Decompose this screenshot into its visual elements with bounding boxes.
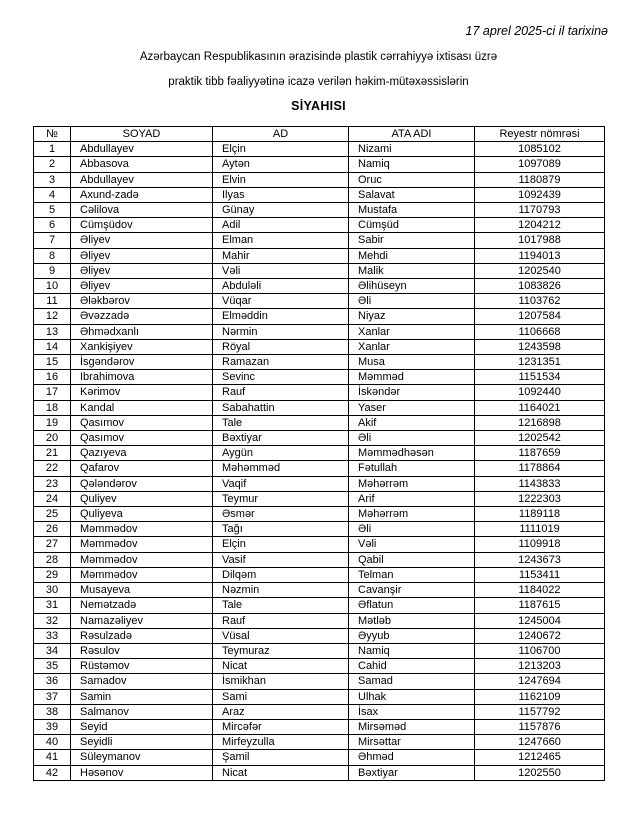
table-cell: Fətullah [349, 461, 475, 476]
table-cell: Cümşüdov [71, 218, 213, 233]
table-cell: Qabil [349, 552, 475, 567]
table-cell: Niyaz [349, 309, 475, 324]
table-cell: 28 [34, 552, 71, 567]
table-cell: 24 [34, 491, 71, 506]
table-cell: Dilqəm [213, 567, 349, 582]
table-cell: Mahir [213, 248, 349, 263]
table-cell: Xanlar [349, 324, 475, 339]
table-row [34, 400, 605, 415]
table-cell: 1143833 [475, 476, 605, 491]
table-row [34, 355, 605, 370]
table-cell: 1111019 [475, 522, 605, 537]
table-cell: Bəxtiyar [349, 765, 475, 780]
table-cell: Günay [213, 203, 349, 218]
table-cell: Qasımov [71, 431, 213, 446]
table-cell: Mustafa [349, 203, 475, 218]
table-row [34, 765, 605, 780]
table-cell: Məmmədov [71, 522, 213, 537]
table-cell: Abdullayev [71, 172, 213, 187]
table-row [34, 643, 605, 658]
table-row [34, 750, 605, 765]
table-cell: Həsənov [71, 765, 213, 780]
table-cell: 23 [34, 476, 71, 491]
table-cell: Xankişiyev [71, 339, 213, 354]
table-cell: 19 [34, 415, 71, 430]
table-cell: 1164021 [475, 400, 605, 415]
table-cell: Vasif [213, 552, 349, 567]
table-header-cell: ATA ADI [349, 127, 475, 142]
table-cell: İsmikhan [213, 674, 349, 689]
table-cell: 11 [34, 294, 71, 309]
table-cell: Məhəmməd [213, 461, 349, 476]
table-cell: 27 [34, 537, 71, 552]
table-cell: Abduləli [213, 279, 349, 294]
table-row [34, 567, 605, 582]
table-row [34, 704, 605, 719]
table-row [34, 415, 605, 430]
table-cell: 1151534 [475, 370, 605, 385]
table-cell: 29 [34, 567, 71, 582]
table-cell: 1083826 [475, 279, 605, 294]
table-cell: 1178864 [475, 461, 605, 476]
table-cell: Akif [349, 415, 475, 430]
table-row [34, 431, 605, 446]
table-cell: Kərimov [71, 385, 213, 400]
table-cell: Namiq [349, 643, 475, 658]
document-title-line-2: praktik tibb fəaliyyətinə icazə verilən həkim-mütəxəssislərin [168, 76, 469, 88]
table-cell: Musa [349, 355, 475, 370]
table-row [34, 583, 605, 598]
registry-table [33, 126, 605, 781]
table-cell: 1162109 [475, 689, 605, 704]
table-cell: 1170793 [475, 203, 605, 218]
table-cell: 35 [34, 659, 71, 674]
table-cell: Mətləb [349, 613, 475, 628]
table-cell: 20 [34, 431, 71, 446]
table-cell: Rüstəmov [71, 659, 213, 674]
table-cell: Cəlilova [71, 203, 213, 218]
table-cell: 1 [34, 142, 71, 157]
table-row [34, 370, 605, 385]
table-cell: 1212465 [475, 750, 605, 765]
table-cell: 1187659 [475, 446, 605, 461]
table-cell: 1231351 [475, 355, 605, 370]
table-cell: Nərmin [213, 324, 349, 339]
table-cell: Arif [349, 491, 475, 506]
table-cell: 9 [34, 263, 71, 278]
table-cell: Mirfeyzulla [213, 735, 349, 750]
table-cell: Seyid [71, 719, 213, 734]
table-cell: 1202540 [475, 263, 605, 278]
table-cell: Əliyev [71, 233, 213, 248]
table-row [34, 385, 605, 400]
table-cell: Seyidli [71, 735, 213, 750]
table-cell: 1157876 [475, 719, 605, 734]
table-cell: 3 [34, 172, 71, 187]
table-cell: 1085102 [475, 142, 605, 157]
table-cell: Mircəfər [213, 719, 349, 734]
table-cell: Qafarov [71, 461, 213, 476]
table-cell: Aygün [213, 446, 349, 461]
table-row [34, 552, 605, 567]
table-cell: Röyal [213, 339, 349, 354]
table-row [34, 294, 605, 309]
table-header-cell: № [34, 127, 71, 142]
table-cell: 1106668 [475, 324, 605, 339]
table-row [34, 507, 605, 522]
table-row [34, 689, 605, 704]
table-cell: Abdullayev [71, 142, 213, 157]
table-cell: Ələkbərov [71, 294, 213, 309]
table-row [34, 598, 605, 613]
table-cell: Elman [213, 233, 349, 248]
table-cell: Qasımov [71, 415, 213, 430]
table-cell: 1202542 [475, 431, 605, 446]
table-cell: Aytən [213, 157, 349, 172]
table-cell: Sevinc [213, 370, 349, 385]
table-cell: 16 [34, 370, 71, 385]
date-line: 17 aprel 2025-ci il tarixinə [465, 24, 608, 38]
table-row [34, 476, 605, 491]
table-cell: Samad [349, 674, 475, 689]
table-row [34, 674, 605, 689]
table-row [34, 263, 605, 278]
table-cell: 1243673 [475, 552, 605, 567]
table-cell: Əvəzzadə [71, 309, 213, 324]
table-cell: 1017988 [475, 233, 605, 248]
table-cell: 1202550 [475, 765, 605, 780]
table-cell: Mirsəttar [349, 735, 475, 750]
table-cell: Quliyeva [71, 507, 213, 522]
table-row [34, 187, 605, 202]
table-row [34, 157, 605, 172]
table-cell: Şamil [213, 750, 349, 765]
table-cell: 31 [34, 598, 71, 613]
table-cell: 4 [34, 187, 71, 202]
table-cell: Musayeva [71, 583, 213, 598]
table-cell: Salavat [349, 187, 475, 202]
table-row [34, 279, 605, 294]
table-cell: Elvin [213, 172, 349, 187]
table-cell: 1207584 [475, 309, 605, 324]
table-cell: 17 [34, 385, 71, 400]
table-cell: Kandal [71, 400, 213, 415]
table-row [34, 522, 605, 537]
table-cell: 1184022 [475, 583, 605, 598]
table-cell: 1216898 [475, 415, 605, 430]
table-cell: 36 [34, 674, 71, 689]
table-cell: Adil [213, 218, 349, 233]
table-cell: Əhmədxanlı [71, 324, 213, 339]
table-cell: Namazəliyev [71, 613, 213, 628]
table-header-row [34, 127, 605, 142]
table-cell: Əliyev [71, 248, 213, 263]
table-cell: Əli [349, 294, 475, 309]
table-cell: 1240672 [475, 628, 605, 643]
table-cell: 1109918 [475, 537, 605, 552]
table-cell: 41 [34, 750, 71, 765]
table-cell: 1187615 [475, 598, 605, 613]
table-row [34, 324, 605, 339]
table-row [34, 735, 605, 750]
table-cell: Malik [349, 263, 475, 278]
table-cell: 38 [34, 704, 71, 719]
table-cell: Əli [349, 431, 475, 446]
table-cell: Xanlar [349, 339, 475, 354]
table-cell: Teymuraz [213, 643, 349, 658]
table-cell: Məmmədov [71, 567, 213, 582]
table-cell: Qələndərov [71, 476, 213, 491]
table-row [34, 491, 605, 506]
table-cell: Məhərrəm [349, 507, 475, 522]
table-cell: 21 [34, 446, 71, 461]
table-cell: 1222303 [475, 491, 605, 506]
table-header-cell: SOYAD [71, 127, 213, 142]
table-cell: Yaser [349, 400, 475, 415]
table-cell: Samin [71, 689, 213, 704]
table-cell: 40 [34, 735, 71, 750]
table-cell: 1157792 [475, 704, 605, 719]
table-cell: 33 [34, 628, 71, 643]
table-cell: 7 [34, 233, 71, 248]
table-cell: Telman [349, 567, 475, 582]
table-cell: Nemətzadə [71, 598, 213, 613]
table-row [34, 659, 605, 674]
table-cell: Əhməd [349, 750, 475, 765]
table-cell: 6 [34, 218, 71, 233]
table-cell: 1153411 [475, 567, 605, 582]
table-row [34, 203, 605, 218]
table-cell: Süleymanov [71, 750, 213, 765]
table-cell: Samadov [71, 674, 213, 689]
table-cell: Məhərrəm [349, 476, 475, 491]
table-cell: Elçin [213, 537, 349, 552]
table-cell: Rauf [213, 613, 349, 628]
table-cell: 5 [34, 203, 71, 218]
table-row [34, 461, 605, 476]
table-row [34, 537, 605, 552]
table-cell: İsax [349, 704, 475, 719]
table-cell: Sabahattin [213, 400, 349, 415]
table-cell: 10 [34, 279, 71, 294]
table-row [34, 218, 605, 233]
table-cell: 22 [34, 461, 71, 476]
table-cell: Əli [349, 522, 475, 537]
table-cell: 1213203 [475, 659, 605, 674]
table-cell: Rauf [213, 385, 349, 400]
table-cell: 32 [34, 613, 71, 628]
table-cell: Ulhak [349, 689, 475, 704]
table-row [34, 628, 605, 643]
table-cell: Əliyev [71, 279, 213, 294]
table-cell: 34 [34, 643, 71, 658]
registry-table-body [34, 142, 605, 781]
table-cell: 25 [34, 507, 71, 522]
table-cell: Cavanşir [349, 583, 475, 598]
table-cell: 1189118 [475, 507, 605, 522]
table-cell: Vüsal [213, 628, 349, 643]
table-cell: 12 [34, 309, 71, 324]
table-cell: Mirsəməd [349, 719, 475, 734]
table-cell: Tale [213, 415, 349, 430]
table-cell: Vüqar [213, 294, 349, 309]
table-cell: Elməddin [213, 309, 349, 324]
table-cell: Araz [213, 704, 349, 719]
table-cell: Məmmədhəsən [349, 446, 475, 461]
table-cell: Əsmər [213, 507, 349, 522]
table-cell: 14 [34, 339, 71, 354]
table-row [34, 339, 605, 354]
table-cell: Quliyev [71, 491, 213, 506]
table-cell: 39 [34, 719, 71, 734]
table-cell: Nicat [213, 659, 349, 674]
table-cell: Rəsulzadə [71, 628, 213, 643]
table-cell: Vəli [213, 263, 349, 278]
table-cell: Tale [213, 598, 349, 613]
table-cell: 1245004 [475, 613, 605, 628]
table-cell: 1106700 [475, 643, 605, 658]
table-cell: Cümşüd [349, 218, 475, 233]
table-cell: Ilyas [213, 187, 349, 202]
table-row [34, 172, 605, 187]
table-cell: 1247694 [475, 674, 605, 689]
table-row [34, 309, 605, 324]
table-cell: 1243598 [475, 339, 605, 354]
table-cell: Ramazan [213, 355, 349, 370]
table-cell: 8 [34, 248, 71, 263]
table-cell: Nizami [349, 142, 475, 157]
table-cell: Cahid [349, 659, 475, 674]
table-cell: Ibrahimova [71, 370, 213, 385]
table-cell: Məmməd [349, 370, 475, 385]
table-cell: 1194013 [475, 248, 605, 263]
table-cell: Məmmədov [71, 552, 213, 567]
table-cell: 18 [34, 400, 71, 415]
table-cell: Abbasova [71, 157, 213, 172]
table-cell: 30 [34, 583, 71, 598]
table-row [34, 446, 605, 461]
table-cell: 1092440 [475, 385, 605, 400]
table-row [34, 613, 605, 628]
table-cell: Salmanov [71, 704, 213, 719]
table-row [34, 719, 605, 734]
table-cell: 1180879 [475, 172, 605, 187]
table-cell: Vəli [349, 537, 475, 552]
table-cell: Qazıyeva [71, 446, 213, 461]
table-row [34, 142, 605, 157]
table-cell: Əlihüseyn [349, 279, 475, 294]
table-cell: Rəsulov [71, 643, 213, 658]
table-cell: Əyyub [349, 628, 475, 643]
table-cell: Sabir [349, 233, 475, 248]
table-cell: 1097089 [475, 157, 605, 172]
table-cell: 1247660 [475, 735, 605, 750]
table-cell: Sami [213, 689, 349, 704]
table-cell: 42 [34, 765, 71, 780]
table-cell: 2 [34, 157, 71, 172]
table-header-cell: Reyestr nömrəsi [475, 127, 605, 142]
table-cell: 13 [34, 324, 71, 339]
table-cell: 1204212 [475, 218, 605, 233]
list-heading: SİYAHISI [291, 99, 346, 113]
table-cell: Teymur [213, 491, 349, 506]
table-cell: 1103762 [475, 294, 605, 309]
table-cell: Nəzmin [213, 583, 349, 598]
table-cell: Elçin [213, 142, 349, 157]
table-row [34, 233, 605, 248]
table-cell: İsgəndərov [71, 355, 213, 370]
table-cell: Nicat [213, 765, 349, 780]
table-cell: 1092439 [475, 187, 605, 202]
table-cell: Oruc [349, 172, 475, 187]
table-cell: Əliyev [71, 263, 213, 278]
table-cell: Namiq [349, 157, 475, 172]
table-cell: Məmmədov [71, 537, 213, 552]
table-cell: 37 [34, 689, 71, 704]
table-cell: İskəndər [349, 385, 475, 400]
table-cell: Mehdi [349, 248, 475, 263]
document-title-line-1: Azərbaycan Respublikasının ərazisində plastik cərrahiyyə ixtisası üzrə [139, 51, 498, 63]
table-cell: Bəxtiyar [213, 431, 349, 446]
table-cell: Vaqif [213, 476, 349, 491]
table-cell: 26 [34, 522, 71, 537]
table-cell: Axund-zadə [71, 187, 213, 202]
table-cell: Əflatun [349, 598, 475, 613]
table-row [34, 248, 605, 263]
table-header-cell: AD [213, 127, 349, 142]
table-cell: Tağı [213, 522, 349, 537]
table-cell: 15 [34, 355, 71, 370]
